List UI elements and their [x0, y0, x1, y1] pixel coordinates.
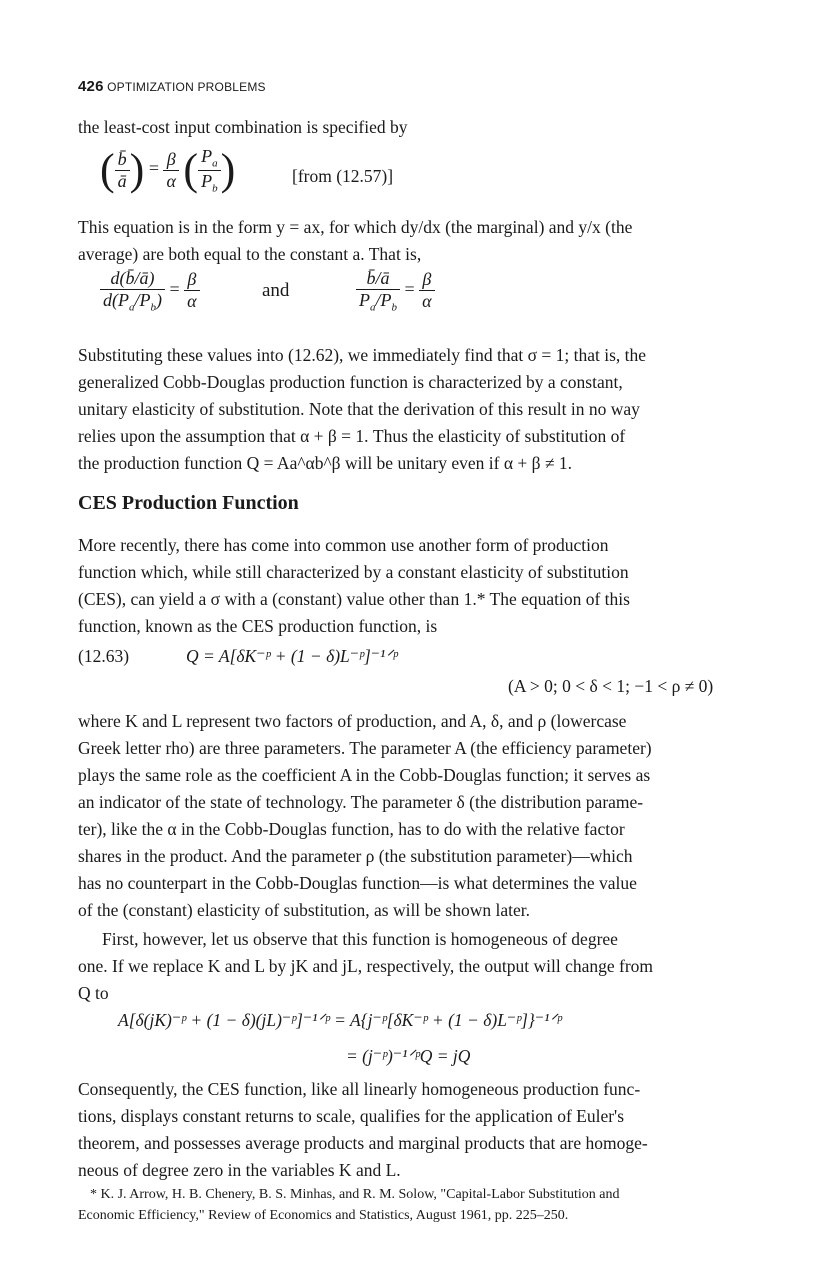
equation-conditions: (A > 0; 0 < δ < 1; −1 < ρ ≠ 0) — [508, 676, 714, 696]
text-line: the production function Q = Aa^αb^β will be unitary even if α + β ≠ 1. — [78, 453, 573, 473]
paragraph-cobb-douglas — [78, 342, 770, 477]
equation-number: (12.63) — [78, 646, 130, 666]
equation-average: $\frac{b̄/ā}{P_a/P_b}$ = $\frac{\beta}{\alpha}$ — [356, 268, 435, 314]
footnote-line: * K. J. Arrow, H. B. Chenery, B. S. Minhas, and R. M. Solow, "Capital-Labor Substitution and — [90, 1187, 620, 1202]
text-line: More recently, there has come into common use another form of production — [78, 535, 609, 555]
paragraph-parameters — [78, 708, 770, 924]
text-line: has no counterpart in the Cobb-Douglas function—is what determines the value — [78, 873, 637, 893]
text-line: neous of degree zero in the variables K and L. — [78, 1160, 401, 1180]
text-line: function which, while still characterized by a constant elasticity of substitution — [78, 562, 629, 582]
text-line: (CES), can yield a σ with a (constant) value other than 1.* The equation of this — [78, 589, 630, 609]
paragraph-ces-intro — [78, 532, 770, 640]
text-line: function, known as the CES production function, is — [78, 616, 438, 636]
text-line: shares in the product. And the parameter ρ (the substitution parameter)—which — [78, 846, 633, 866]
text-line: This equation is in the form y = ax, for which dy/dx (the marginal) and y/x (the — [78, 217, 633, 237]
equation-ratio: ( $\frac{b̄}{ā}$ ) = $\frac{\beta}{\alpha}$ ( $\frac{P_a}{P_b}$ ) — [100, 145, 236, 195]
page-number: 426 — [78, 78, 104, 95]
text-line: plays the same role as the coefficient A in the Cobb-Douglas function; it serves as — [78, 765, 651, 785]
running-title: OPTIMIZATION PROBLEMS — [107, 80, 266, 94]
footnote — [78, 1184, 778, 1226]
running-header — [78, 78, 266, 95]
text-line: where K and L represent two factors of production, and A, δ, and ρ (lowercase — [78, 711, 627, 731]
equation-derivative: $\frac{d(b̄/ā)}{d(P_a/P_b)}$ = $\frac{\beta}{\alpha}$ — [100, 268, 200, 314]
text-line: unitary elasticity of substitution. Note that the derivation of this result in no way — [78, 399, 640, 419]
text-line: the least-cost input combination is specified by — [78, 117, 408, 137]
equation-scaling: A[δ(jK)⁻ᵖ + (1 − δ)(jL)⁻ᵖ]⁻¹ᐟᵖ = A{j⁻ᵖ[δK⁻ᵖ + (1 − δ)L⁻ᵖ]}⁻¹ᐟᵖ — [118, 1010, 562, 1030]
equation-scaling-result: = (j⁻ᵖ)⁻¹ᐟᵖQ = jQ — [346, 1046, 471, 1066]
text-line: tions, displays constant returns to scale, qualifies for the application of Euler's — [78, 1106, 625, 1126]
text-line: First, however, let us observe that this function is homogeneous of degree — [102, 929, 618, 949]
text-line: an indicator of the state of technology. The parameter δ (the distribution parame- — [78, 792, 644, 812]
paragraph-intro — [78, 114, 770, 141]
text-line: ter), like the α in the Cobb-Douglas function, has to do with the relative factor — [78, 819, 625, 839]
text-line: generalized Cobb-Douglas production function is characterized by a constant, — [78, 372, 623, 392]
text-line: Substituting these values into (12.62), we immediately find that σ = 1; that is, the — [78, 345, 647, 365]
equation-ces: Q = A[δK⁻ᵖ + (1 − δ)L⁻ᵖ]⁻¹ᐟᵖ — [186, 646, 398, 666]
text-line: average) are both equal to the constant a. That is, — [78, 244, 422, 264]
text-line: of the (constant) elasticity of substitution, as will be shown later. — [78, 900, 531, 920]
section-heading: CES Production Function — [78, 492, 299, 514]
text-line: Consequently, the CES function, like all linearly homogeneous production func- — [78, 1079, 641, 1099]
text-line: theorem, and possesses average products and marginal products that are homoge- — [78, 1133, 648, 1153]
text-line: relies upon the assumption that α + β = 1. Thus the elasticity of substitution of — [78, 426, 626, 446]
equation-connector: and — [262, 280, 290, 301]
paragraph-form — [78, 214, 770, 268]
paragraph-consequently — [78, 1076, 770, 1184]
footnote-line: Economic Efficiency," Review of Economics and Statistics, August 1961, pp. 225–250. — [78, 1208, 569, 1223]
text-line: Q to — [78, 983, 109, 1003]
paragraph-homogeneous — [78, 926, 770, 1007]
equation-reference: [from (12.57)] — [292, 166, 394, 186]
text-line: Greek letter rho) are three parameters. The parameter A (the efficiency parameter) — [78, 738, 652, 758]
text-line: one. If we replace K and L by jK and jL, respectively, the output will change from — [78, 956, 654, 976]
